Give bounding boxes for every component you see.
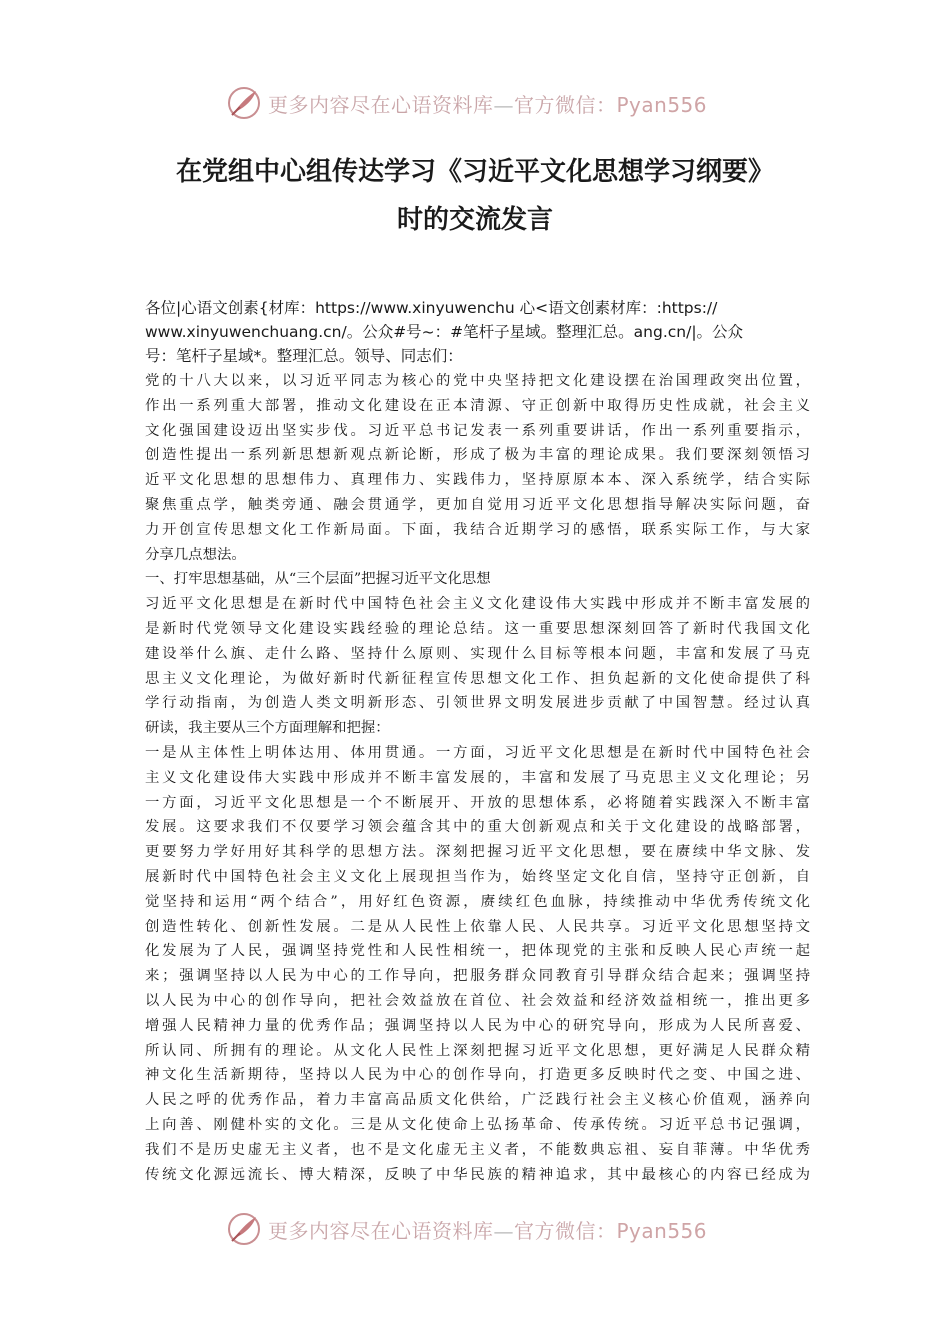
body-line: 一是从主体性上明体达用、体用贯通。一方面，习近平文化思想是在新时代中国特色社会	[145, 744, 810, 761]
footer-banner	[226, 1209, 707, 1249]
banner-text: 更多内容尽在心语资料库—官方微信：Pyan556	[268, 92, 708, 117]
body-line: 党的十八大以来，以习近平同志为核心的党中央坚持把文化建设摆在治国理政突出位置，	[145, 373, 810, 389]
body-line: 人民之呼的优秀作品，着力丰富高品质文化供给，广泛践行社会主义核心价值观，涵养向	[145, 1092, 810, 1109]
body-line: 以人民为中心的创作导向，把社会效益放在首位、社会效益和经济效益相统一，推出更多	[145, 992, 810, 1009]
banner-wechat-id: Pyan556	[616, 92, 708, 117]
body-line: 增强人民精神力量的优秀作品；强调坚持以人民为中心的研究导向，形成为人民所喜爱、	[145, 1017, 810, 1034]
body-line: 近平文化思想的思想伟力、真理伟力、实践伟力，坚持原原本本、深入系统学，结合实际	[145, 472, 810, 489]
header-banner	[226, 83, 707, 123]
body-line: 所认同、所拥有的理论。从文化人民性上深刻把握习近平文化思想，更好满足人民群众精	[145, 1042, 810, 1059]
body-line: 聚焦重点学，触类旁通、融会贯通学，更加自觉用习近平文化思想指导解决实际问题，奋	[145, 496, 810, 513]
body-line: 建设举什么旗、走什么路、坚持什么原则、实现什么目标等根本问题，丰富和发展了马克	[145, 645, 810, 662]
body-line: 上向善、刚健朴实的文化。三是从文化使命上弘扬革命、传承传统。习近平总书记强调，	[145, 1116, 810, 1133]
title-line: 在党组中心组传达学习《习近平文化思想学习纲要》	[175, 157, 774, 187]
body-line: 展新时代中国特色社会主义文化上展现担当作为，始终坚定文化自信，坚持守正创新，自	[145, 868, 810, 885]
body-line: 思主义文化理论，为做好新时代新征程宣传思想文化工作、担负起新的文化使命提供了科	[145, 670, 810, 687]
body-line: 创造性提出一系列新思想新观点新论断，形成了极为丰富的理论成果。我们要深刻领悟习	[145, 447, 810, 464]
banner-wechat-id: Pyan556	[616, 1218, 708, 1243]
body-line: 传统文化源远流长、博大精深，反映了中华民族的精神追求，其中最核心的内容已经成为	[145, 1166, 810, 1183]
body-line: 学行动指南，为创造人类文明新形态、引领世界文明发展进步贡献了中国智慧。经过认真	[145, 695, 810, 712]
body-line: 一、打牢思想基础，从“三个层面”把握习近平文化思想	[145, 571, 491, 588]
salutation	[145, 296, 810, 368]
body-line: 来；强调坚持以人民为中心的工作导向，把服务群众同教育引导群众结合起来；强调坚持	[145, 968, 810, 985]
body-line: 创造性转化、创新性发展。二是从人民性上依靠人民、人民共享。习近平文化思想坚持文	[145, 918, 810, 935]
body-line: 一方面，习近平文化思想是一个不断展开、开放的思想体系，必将随着实践深入不断丰富	[145, 794, 810, 811]
salutation-line: 号：笔杆子星域*。整理汇总。领导、同志们：	[145, 347, 463, 365]
body-line: 主义文化建设伟大实践中形成并不断丰富发展的，丰富和发展了马克思主义文化理论；另	[145, 769, 810, 786]
body-line: 觉坚持和运用“两个结合”，用好红色资源，赓续红色血脉，持续推动中华优秀传统文化	[145, 893, 810, 910]
body-line: 研读，我主要从三个方面理解和把握：	[145, 720, 390, 737]
salutation-line: 各位|心语文创素{材库：https://www.xinyuwenchu 心<语文创素材库：:https://	[145, 299, 718, 317]
body-line: 是新时代党领导文化建设实践经验的理论总结。这一重要思想深刻回答了新时代我国文化	[145, 620, 810, 637]
feather-pen-logo-icon	[226, 1211, 262, 1247]
body-line: 发展。这要求我们不仅要学习领会蕴含其中的重大创新观点和关于文化建设的战略部署，	[145, 819, 810, 836]
body-line: 化发展为了人民，强调坚持党性和人民性相统一，把体现党的主张和反映人民心声统一起	[145, 943, 810, 960]
title-line: 时的交流发言	[396, 205, 553, 235]
body-line: 更要努力学好用好其科学的思想方法。深刻把握习近平文化思想，要在赓续中华文脉、发	[145, 844, 810, 861]
body-line: 力开创宣传思想文化工作新局面。下面，我结合近期学习的感悟，联系实际工作，与大家	[145, 521, 810, 538]
feather-pen-logo-icon	[226, 85, 262, 121]
body-line: 文化强国建设迈出坚实步伐。习近平总书记发表一系列重要讲话，作出一系列重要指示，	[145, 422, 810, 439]
banner-text: 更多内容尽在心语资料库—官方微信：Pyan556	[268, 1218, 708, 1243]
body-line: 分享几点想法。	[145, 546, 246, 563]
body-line: 习近平文化思想是在新时代中国特色社会主义文化建设伟大实践中形成并不断丰富发展的	[145, 596, 810, 613]
body-line: 神文化生活新期待，坚持以人民为中心的创作导向，打造更多反映时代之变、中国之进、	[145, 1067, 810, 1084]
body-text	[145, 369, 810, 1187]
salutation-line: www.xinyuwenchuang.cn/。公众#号~：#笔杆子星域。整理汇总。ang.cn/|。公众	[145, 323, 744, 341]
body-line: 作出一系列重大部署，推动文化建设在正本清源、守正创新中取得历史性成就，社会主义	[145, 397, 810, 414]
body-line: 我们不是历史虚无主义者，也不是文化虚无主义者，不能数典忘祖、妄自菲薄。中华优秀	[145, 1141, 810, 1158]
document-title	[120, 148, 830, 244]
